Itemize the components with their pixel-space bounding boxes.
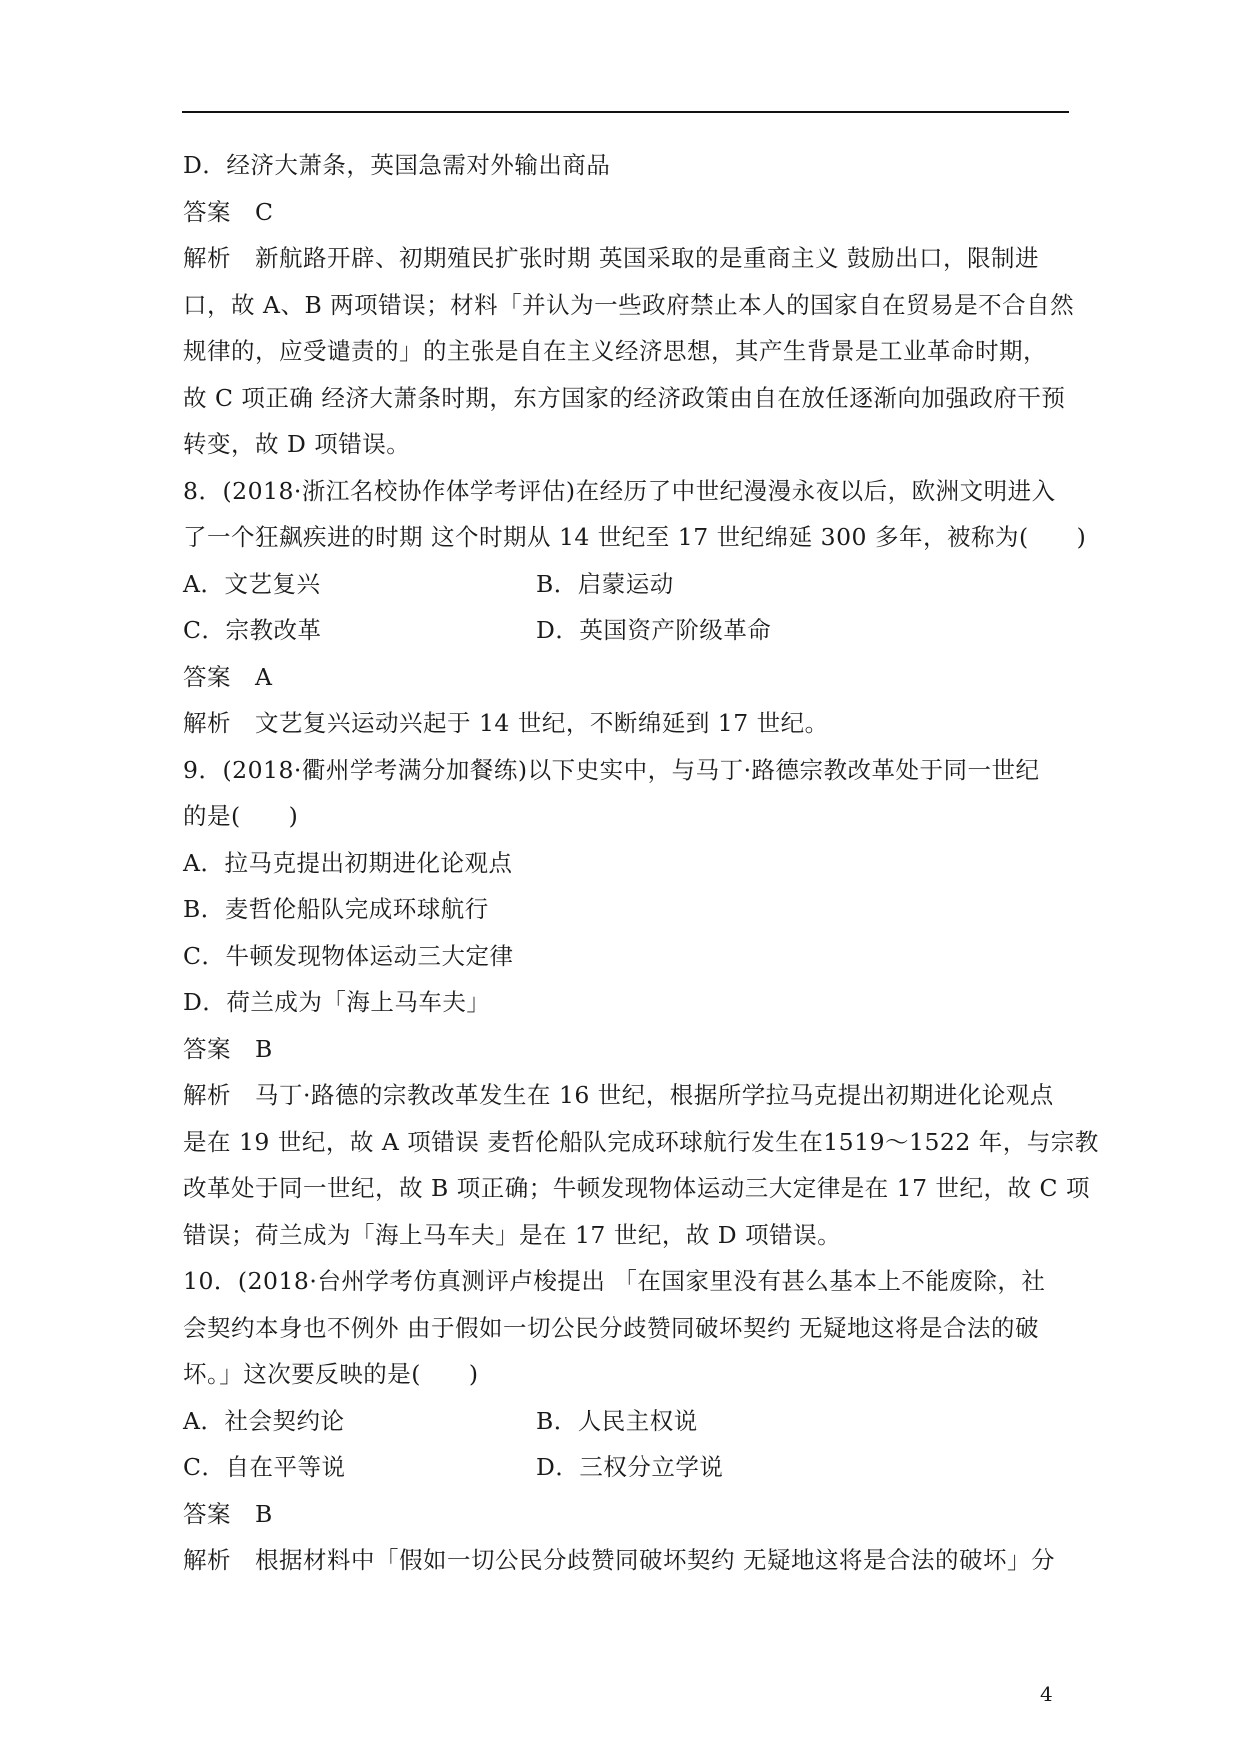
q8-option-b: B．启蒙运动 bbox=[536, 569, 674, 598]
q10-analysis-line: 解析 根据材料中「假如一切公民分歧赞同破坏契约 无疑地这将是合法的破坏」分 bbox=[183, 1537, 1103, 1584]
q9-analysis-line: 错误；荷兰成为「海上马车夫」是在 17 世纪，故 D 项错误。 bbox=[183, 1220, 842, 1249]
q10-stem-line: 会契约本身也不例外 由于假如一切公民分歧赞同破坏契约 无疑地这将是合法的破 bbox=[183, 1313, 1039, 1342]
q9-analysis-line: 解析 马丁·路德的宗教改革发生在 16 世纪，根据所学拉马克提出初期进化论观点 bbox=[183, 1072, 1103, 1119]
q10-option-d: D．三权分立学说 bbox=[536, 1453, 724, 1481]
q10-stem-line: 10．(2018·台州学考仿真测评卢梭提出 「在国家里没有甚么基本上不能废除，社 bbox=[183, 1267, 1046, 1295]
q10-option-c: C．自在平等说 bbox=[183, 1453, 346, 1481]
q7-answer-line bbox=[183, 189, 1103, 236]
q9-stem-line: 9．(2018·衢州学考满分加餐练)以下史实中，与马丁·路德宗教改革处于同一世纪 bbox=[183, 755, 1040, 784]
q9-analysis-line: 是在 19 世纪，故 A 项错误 麦哲伦船队完成环球航行发生在1519～1522 年，与宗教 bbox=[183, 1127, 1099, 1156]
q9-answer: B bbox=[255, 1034, 273, 1063]
q7-answer: C bbox=[255, 197, 274, 226]
q10-option-b: B．人民主权说 bbox=[536, 1406, 698, 1435]
q9-option-c: C．牛顿发现物体运动三大定律 bbox=[183, 941, 514, 970]
q7-analysis-line: 故 C 项正确 经济大萧条时期，东方国家的经济政策由自在放任逐渐向加强政府干预 bbox=[183, 383, 1066, 412]
page-content bbox=[183, 142, 1103, 1584]
q8-answer: A bbox=[255, 662, 273, 691]
q9-option-a: A．拉马克提出初期进化论观点 bbox=[183, 848, 513, 877]
analysis-label: 解析 bbox=[183, 1546, 231, 1574]
q9-analysis-line: 改革处于同一世纪，故 B 项正确；牛顿发现物体运动三大定律是在 17 世纪，故 C 项 bbox=[183, 1174, 1090, 1202]
answer-label: 答案 bbox=[183, 197, 231, 226]
page-number: 4 bbox=[1040, 1682, 1053, 1706]
q10-answer-line bbox=[183, 1491, 1103, 1538]
q8-stem-line: 了一个狂飙疾进的时期 这个时期从 14 世纪至 17 世纪绵延 300 多年，被称为( ) bbox=[183, 523, 1087, 551]
q9-option-d: D．荷兰成为「海上马车夫」 bbox=[183, 988, 491, 1016]
analysis-label: 解析 bbox=[183, 1081, 231, 1109]
q9-stem-line: 的是( ) bbox=[183, 802, 299, 830]
q8-answer-line bbox=[183, 654, 1103, 701]
q8-option-d: D．英国资产阶级革命 bbox=[536, 616, 772, 644]
answer-label: 答案 bbox=[183, 662, 231, 691]
answer-label: 答案 bbox=[183, 1034, 231, 1063]
q7-analysis-line: 口，故 A、B 两项错误；材料「并认为一些政府禁止本人的国家自在贸易是不合自然 bbox=[183, 290, 1075, 319]
q10-option-a: A．社会契约论 bbox=[183, 1406, 345, 1435]
q10-options-row bbox=[183, 1444, 1103, 1491]
q9-answer-line bbox=[183, 1026, 1103, 1073]
answer-label: 答案 bbox=[183, 1499, 231, 1528]
q8-option-a: A．文艺复兴 bbox=[183, 569, 321, 598]
analysis-label: 解析 bbox=[183, 709, 231, 737]
q8-options-row bbox=[183, 607, 1103, 654]
q7-analysis-line: 转变，故 D 项错误。 bbox=[183, 430, 411, 458]
q9-option-b: B．麦哲伦船队完成环球航行 bbox=[183, 895, 489, 923]
q10-options-row bbox=[183, 1398, 1103, 1445]
analysis-label: 解析 bbox=[183, 244, 231, 272]
q7-analysis-line: 规律的，应受谴责的」的主张是自在主义经济思想，其产生背景是工业革命时期， bbox=[183, 337, 1047, 365]
q8-stem-line: 8．(2018·浙江名校协作体学考评估)在经历了中世纪漫漫永夜以后，欧洲文明进入 bbox=[183, 476, 1056, 505]
q8-analysis-line: 解析 文艺复兴运动兴起于 14 世纪，不断绵延到 17 世纪。 bbox=[183, 700, 1103, 747]
top-rule bbox=[182, 111, 1069, 113]
q8-option-c: C．宗教改革 bbox=[183, 616, 322, 644]
q7-option-d: D．经济大萧条，英国急需对外输出商品 bbox=[183, 151, 611, 179]
q10-answer: B bbox=[255, 1499, 273, 1528]
q8-options-row bbox=[183, 561, 1103, 608]
q7-analysis-line: 解析 新航路开辟、初期殖民扩张时期 英国采取的是重商主义 鼓励出口，限制进 bbox=[183, 235, 1103, 282]
q10-stem-line: 坏。」这次要反映的是( ) bbox=[183, 1360, 479, 1388]
